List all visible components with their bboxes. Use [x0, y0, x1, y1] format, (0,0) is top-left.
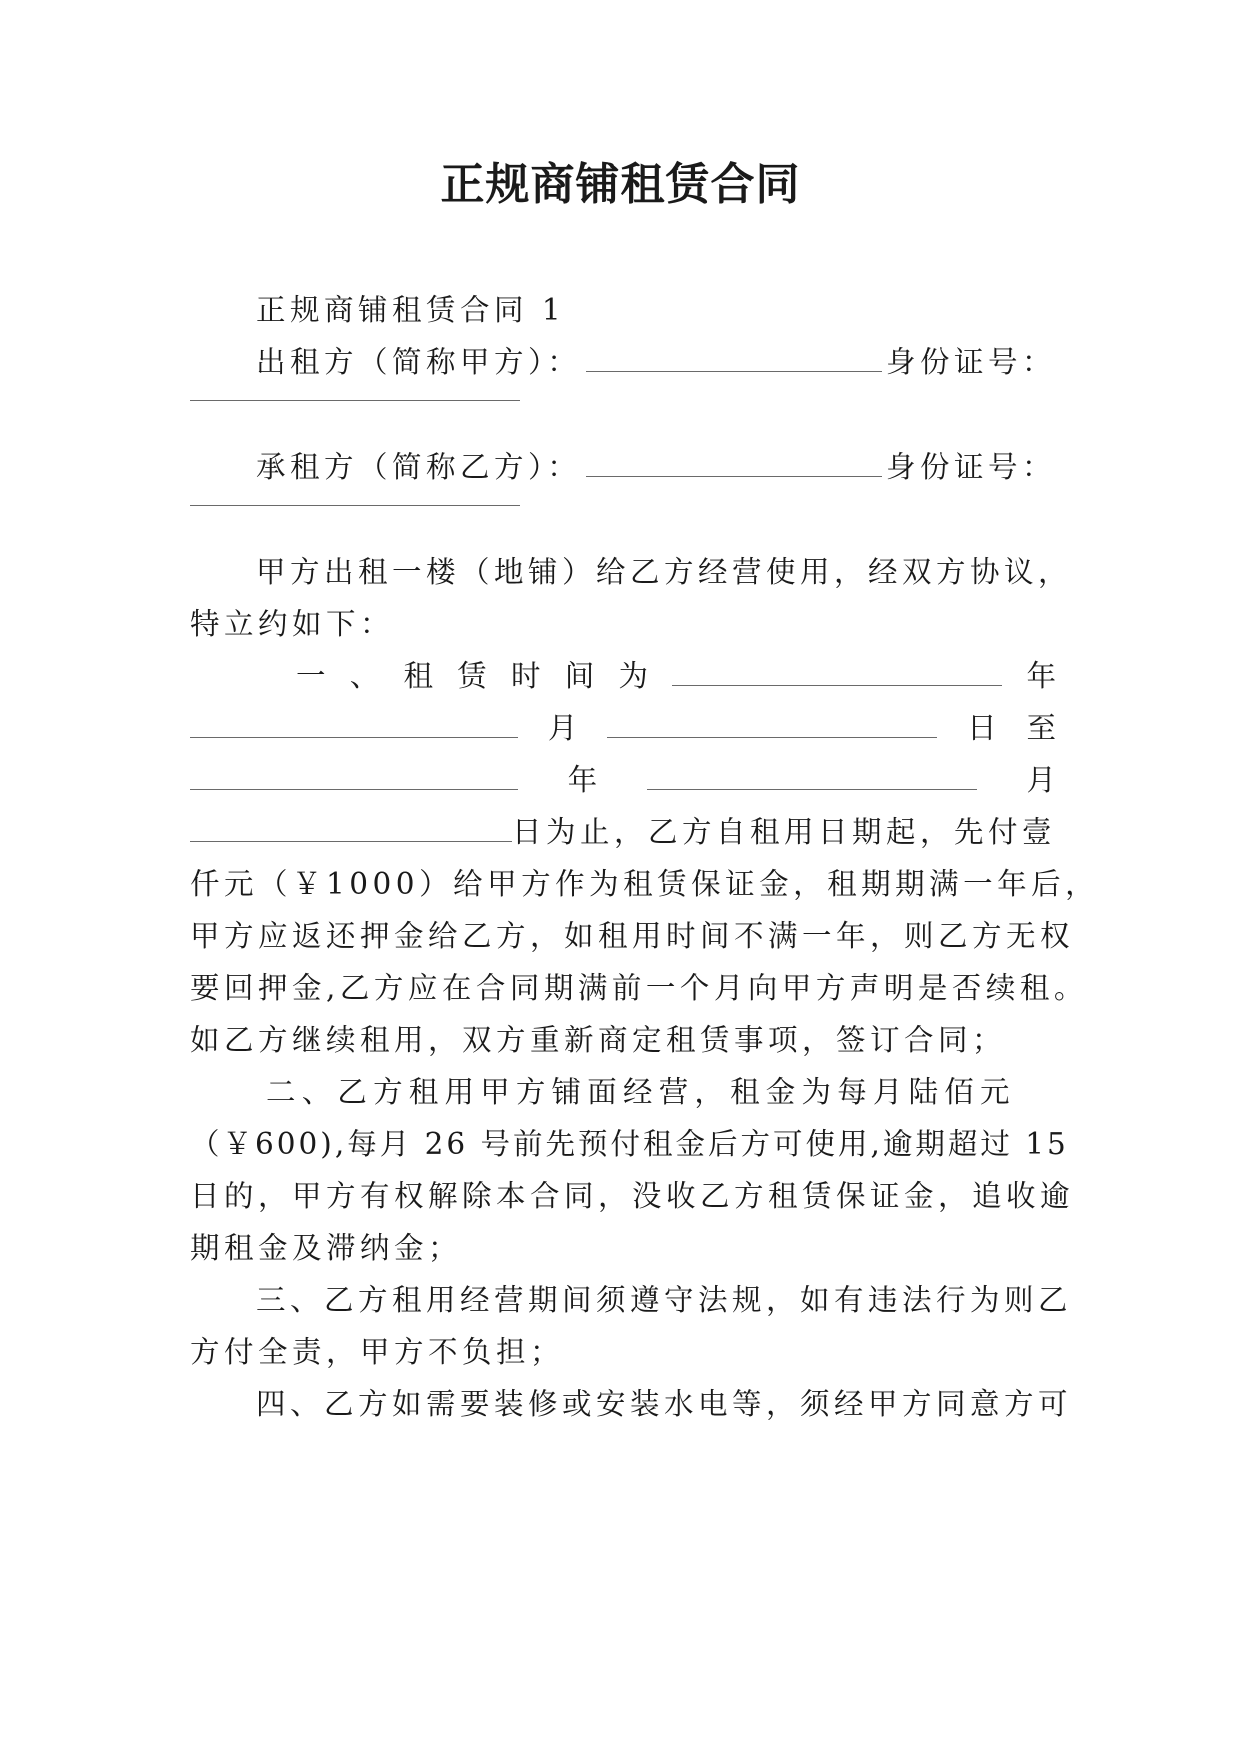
document-title: 正规商铺租赁合同 [440, 159, 801, 210]
end-year-blank[interactable] [190, 759, 518, 790]
end-year-label: 年 [567, 763, 598, 797]
start-day-blank[interactable] [607, 707, 937, 738]
clause1-line-4 [190, 803, 1056, 861]
to-label: 至 [1026, 711, 1056, 745]
clause1-word: 租 [403, 659, 434, 693]
clause1-word: 、 [349, 659, 380, 693]
clause3-line-1: 三、乙方租用经营期间须遵守法规，如有违法行为则乙 [256, 1283, 1073, 1317]
clause1-line-3 [190, 751, 1056, 809]
start-year-label: 年 [1026, 659, 1056, 693]
intro-line-1: 甲方出租一楼（地铺）给乙方经营使用，经双方协议， [256, 555, 1073, 589]
clause1-line-7: 要回押金,乙方应在合同期满前一个月向甲方声明是否续租。 [190, 971, 1088, 1005]
clause1-line-1 [296, 647, 1056, 705]
lessee-id-blank[interactable] [190, 504, 520, 506]
start-month-label: 月 [547, 711, 578, 745]
intro-line-2: 特立约如下： [190, 607, 395, 641]
lessor-id-blank[interactable] [190, 399, 520, 401]
lessor-name-blank[interactable] [586, 341, 882, 372]
clause1-word: 间 [564, 659, 595, 693]
clause1-tail: 日为止，乙方自租用日期起，先付壹 [511, 815, 1056, 849]
start-year-blank[interactable] [672, 655, 1002, 686]
clause1-line-8: 如乙方继续租用，双方重新商定租赁事项，签订合同； [190, 1023, 1007, 1057]
clause1-word: 赁 [457, 659, 487, 693]
lessee-id-label: 身份证号： [885, 450, 1056, 484]
clause2-line-3: 日的，甲方有权解除本合同，没收乙方租赁保证金，追收逾 [190, 1179, 1075, 1213]
lessor-label: 出租方（简称甲方）： [256, 345, 582, 379]
clause1-line-5: 仟元（￥1000）给甲方作为租赁保证金，租期期满一年后， [190, 867, 1100, 901]
start-day-label: 日 [967, 711, 997, 745]
end-month-label: 月 [1026, 763, 1056, 797]
clause2-line-4: 期租金及滞纳金； [190, 1231, 463, 1265]
clause1-word: 一 [296, 659, 326, 693]
clause3-line-2: 方付全责，甲方不负担； [190, 1335, 565, 1369]
clause2-line-1: 二、乙方租用甲方铺面经营，租金为每月陆佰元 [266, 1075, 1016, 1109]
lessor-line [256, 333, 1056, 391]
clause2-line-2: （￥600),每月 26 号前先预付租金后方可使用,逾期超过 15 [190, 1127, 1069, 1161]
clause4-line-1: 四、乙方如需要装修或安装水电等，须经甲方同意方可 [256, 1387, 1073, 1421]
clause1-line-6: 甲方应返还押金给乙方，如租用时间不满一年，则乙方无权 [190, 919, 1075, 953]
lessee-name-blank[interactable] [586, 446, 882, 477]
start-month-blank[interactable] [190, 707, 518, 738]
contract-subtitle: 正规商铺租赁合同 1 [256, 293, 566, 327]
end-day-blank[interactable] [190, 811, 512, 842]
clause1-word: 时 [511, 659, 541, 693]
end-month-blank[interactable] [647, 759, 977, 790]
lessee-label: 承租方（简称乙方）： [256, 450, 582, 484]
clause1-line-2 [190, 699, 1056, 757]
lessor-id-label: 身份证号： [885, 345, 1056, 379]
clause1-word: 为 [618, 659, 649, 693]
lessee-line [256, 438, 1056, 496]
